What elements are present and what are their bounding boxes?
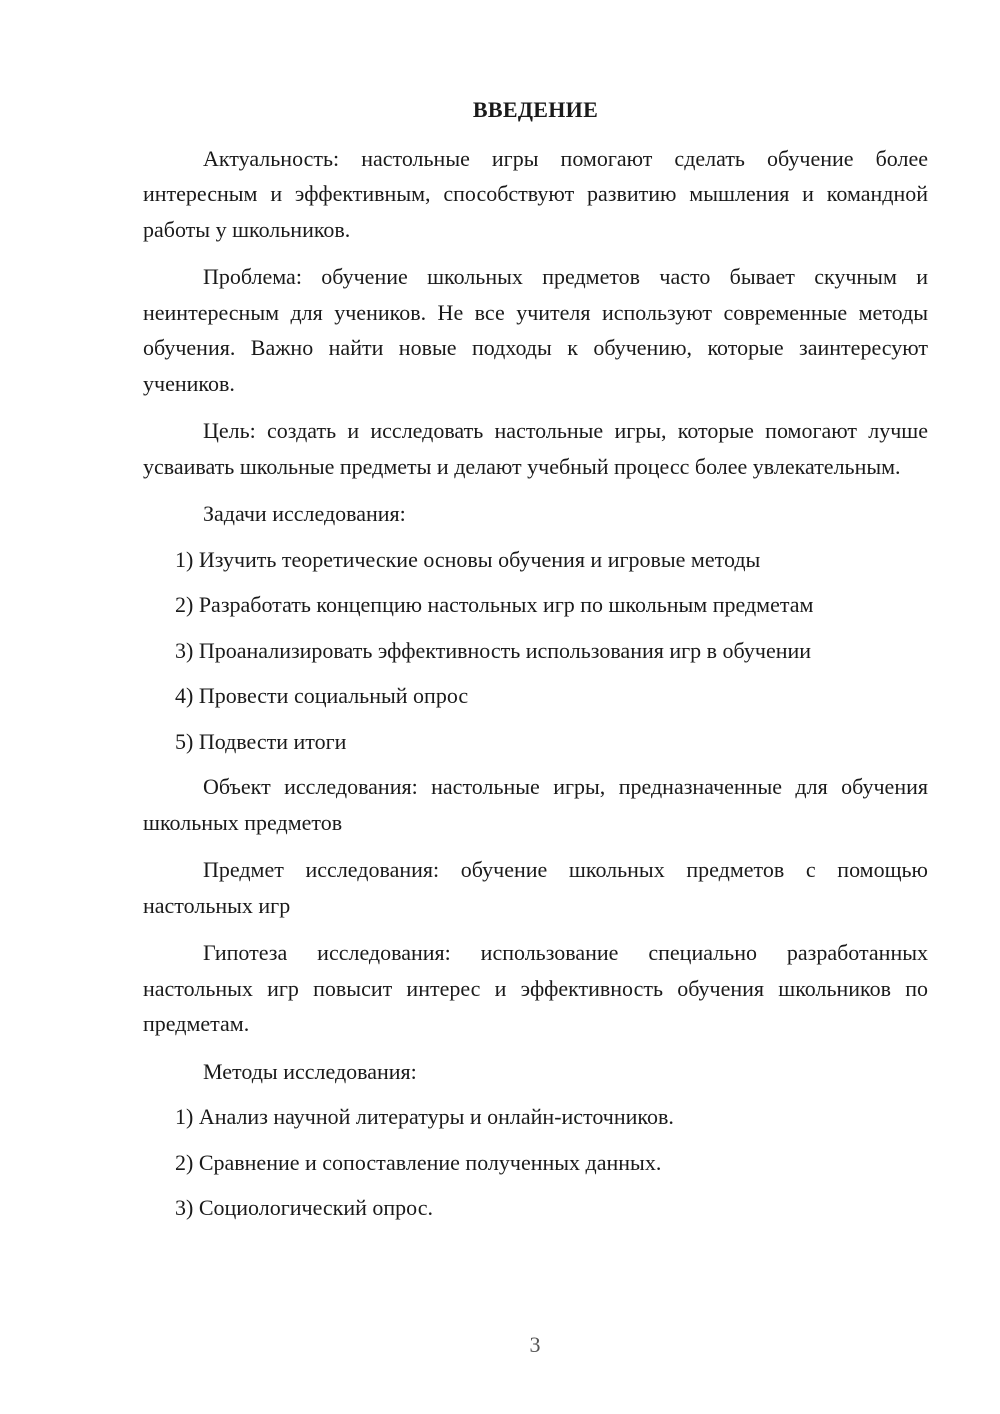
list-item: 2) Разработать концепцию настольных игр по школьным предметам bbox=[175, 592, 814, 617]
methods-list bbox=[143, 1099, 928, 1226]
object-paragraph: Объект исследования: настольные игры, предназначенные для обучения школьных предметов bbox=[143, 774, 928, 835]
hypothesis-paragraph: Гипотеза исследования: использование специально разработанных настольных игр повысит интерес и эффективность обучения школьников по предметам. bbox=[143, 940, 928, 1036]
list-item: 1) Изучить теоретические основы обучения и игровые методы bbox=[175, 546, 761, 572]
list-item: 3) Проанализировать эффективность использования игр в обучении bbox=[175, 637, 812, 663]
tasks-heading: Задачи исследования: bbox=[203, 501, 406, 526]
page-number: 3 bbox=[529, 1332, 541, 1357]
document-page bbox=[143, 92, 928, 1236]
relevance-paragraph: Актуальность: настольные игры помогают сделать обучение более интересным и эффективным, способствуют развитию мышления и командной работы у школьников. bbox=[143, 145, 928, 242]
problem-paragraph: Проблема: обучение школьных предметов часто бывает скучным и неинтересным для учеников. Не все учителя используют современные методы обучения. Важно найти новые подходы к обучению, которые заинтересуют учеников. bbox=[143, 264, 928, 396]
list-item: 1) Анализ научной литературы и онлайн-источников. bbox=[175, 1104, 674, 1129]
list-item: 4) Провести социальный опрос bbox=[175, 683, 469, 708]
list-item: 2) Сравнение и сопоставление полученных данных. bbox=[175, 1149, 662, 1175]
page-title: ВВЕДЕНИЕ bbox=[472, 97, 599, 122]
tasks-list bbox=[143, 542, 928, 760]
goal-paragraph: Цель: создать и исследовать настольные игры, которые помогают лучше усваивать школьные предметы и делают учебный процесс более увлекательным. bbox=[143, 418, 928, 479]
list-item: 5) Подвести итоги bbox=[175, 728, 347, 754]
methods-heading: Методы исследования: bbox=[203, 1058, 417, 1084]
list-item: 3) Социологический опрос. bbox=[175, 1195, 433, 1220]
subject-paragraph: Предмет исследования: обучение школьных предметов с помощью настольных игр bbox=[143, 857, 928, 918]
